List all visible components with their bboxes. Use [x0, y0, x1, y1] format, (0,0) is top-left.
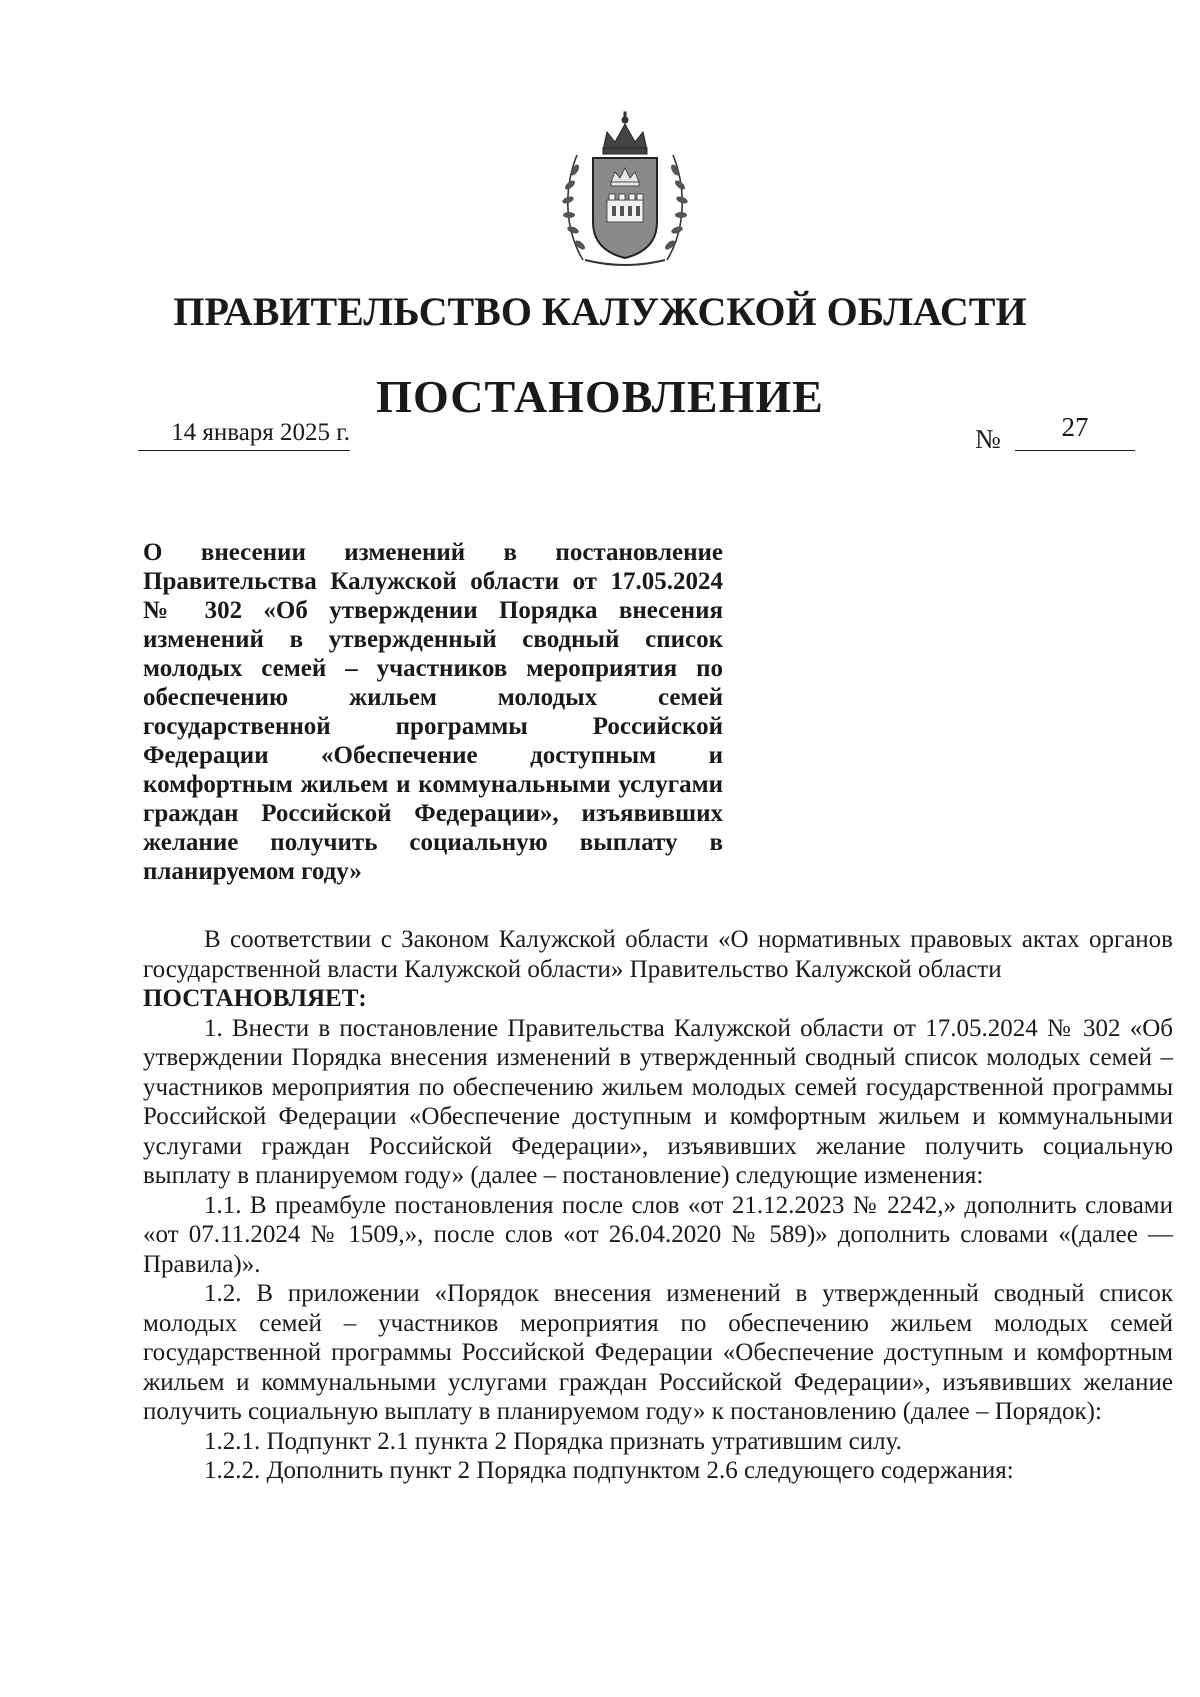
- document-date: 14 января 2025 г.: [138, 418, 350, 451]
- paragraph-1: 1. Внести в постановление Правительства Калужской области от 17.05.2024 № 302 «Об утверждении Порядка внесения изменений в утвержденный сводный список молодых семей – участников мероприятия по обеспечению жильем молодых семей государственной программы Российской Федерации «Обеспечение доступным и комфортным жильем и коммунальными услугами граждан Российской Федерации», изъявивших желание получить социальную выплату в планируемом году» (далее – постановление) следующие изменения:: [143, 1014, 1173, 1189]
- preamble-paragraph: [143, 925, 1173, 984]
- paragraph-1-2-1: 1.2.1. Подпункт 2.1 пункта 2 Порядка признать утратившим силу.: [204, 1427, 902, 1455]
- number-sign: №: [975, 424, 1001, 454]
- document-subject: О внесении изменений в постановление Правительства Калужской области от 17.05.2024 № 302 «Об утверждении Порядка внесения изменений в утвержденный сводный список молодых семей – участников мероприятия по обеспечению жильем молодых семей государственной программы Российской Федерации «Обеспечение доступным и комфортным жильем и коммунальными услугами граждан Российской Федерации», изъявивших желание получить социальную выплату в планируемом году»: [143, 539, 723, 885]
- document-number-field: [975, 412, 1135, 452]
- paragraph-1-1: 1.1. В преамбуле постановления после слов «от 21.12.2023 № 2242,» дополнить словами «от 07.11.2024 № 1509,», после слов «от 26.04.2020 № 589)» дополнить словами «(далее — Правила)».: [143, 1191, 1173, 1278]
- document-type-heading: ПОСТАНОВЛЕНИЕ: [376, 371, 824, 422]
- preamble-text: В соответствии с Законом Калужской области «О нормативных правовых актах органов государственной власти Калужской области» Правительство Калужской области: [143, 926, 1173, 983]
- organization-title: ПРАВИТЕЛЬСТВО КАЛУЖСКОЙ ОБЛАСТИ: [173, 289, 1027, 334]
- paragraph-1-2: 1.2. В приложении «Порядок внесения изменений в утвержденный сводный список молодых семей – участников мероприятия по обеспечению жильем молодых семей государственной программы Российской Федерации «Обеспечение доступным и комфортным жильем и коммунальными услугами граждан Российской Федерации», изъявивших желание получить социальную выплату в планируемом году» к постановлению (далее – Порядок):: [143, 1280, 1173, 1425]
- coat-of-arms-emblem: [555, 110, 695, 270]
- paragraph-1-2-2: 1.2.2. Дополнить пункт 2 Порядка подпунктом 2.6 следующего содержания:: [204, 1457, 1014, 1484]
- resolves-heading: ПОСТАНОВЛЯЕТ:: [143, 985, 367, 1012]
- document-number: 27: [1015, 412, 1135, 451]
- document-body: [143, 925, 1173, 1486]
